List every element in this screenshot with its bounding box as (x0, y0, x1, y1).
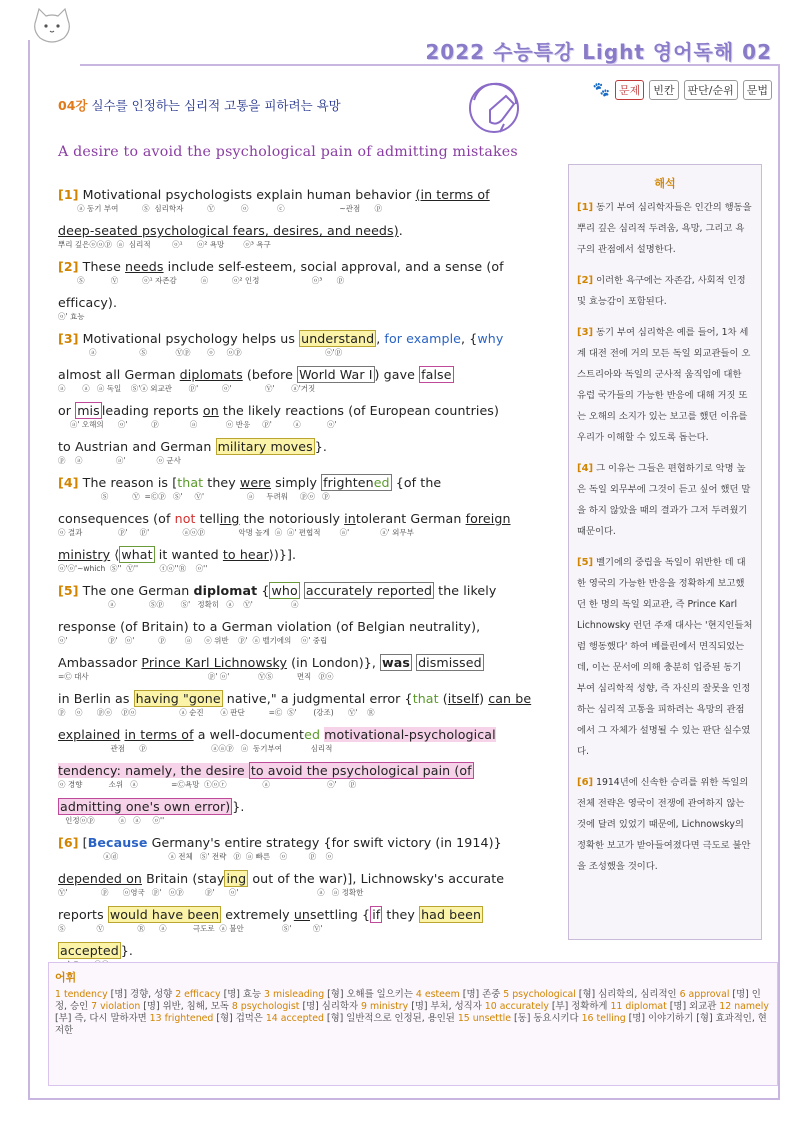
vocabulary-number: 13 (149, 1013, 165, 1024)
vocabulary-meaning: [명] 심리학자 (299, 1001, 362, 1012)
translation-paragraph (569, 458, 761, 542)
sentence-number: [4] (58, 475, 79, 490)
translation-number: [5] (577, 557, 594, 568)
vocabulary-item (503, 989, 679, 1000)
vocabulary-word: unsettle (472, 1013, 511, 1024)
translation-number: [2] (577, 275, 594, 286)
grammar-line: 관점 ⓟ ⓐⓐⓟ ⓐ 동기부여 심리적 (58, 744, 333, 753)
passage-title-kr (58, 96, 341, 114)
vocabulary-number: 5 (503, 989, 513, 1000)
header-title: 2022 수능특강 Light 영어독해 02 (425, 40, 772, 64)
grammar-line: ⓐ Ⓢ Ⓥⓟ ⓞ ⓞⓟ ⓞ'ⓟ (58, 348, 343, 357)
translation-number: [6] (577, 777, 594, 788)
vocabulary-item (610, 1001, 719, 1012)
translation-panel (568, 164, 762, 940)
text-line: [1] Motivational psychologists explain human behavior (in terms of (58, 187, 490, 202)
text-line: [3] Motivational psychology helps us understand , for example, {why (58, 331, 504, 346)
grammar-line: ⓟ ⓞ ⓟⓞ ⓟⓞ ⓐ 순진 ⓐ 판단 =Ⓒ Ⓢ' (강조) Ⓥ' Ⓡ (58, 708, 375, 717)
vocabulary-word: accepted (280, 1013, 324, 1024)
vocabulary-meaning: [명] 외교관 (666, 1001, 720, 1012)
vocabulary-word: telling (596, 1013, 626, 1024)
vocabulary-number: 9 (361, 1001, 370, 1012)
vocabulary-word: misleading (272, 989, 325, 1000)
vocabulary-item (485, 1001, 611, 1012)
vocabulary-number: 2 (175, 989, 185, 1000)
passage-number: 04강 (58, 98, 88, 113)
vocabulary-number: 16 (581, 1013, 597, 1024)
text-line: depended on Britain (stay ing out of the war)], Lichnowsky's accurate (58, 871, 505, 886)
page-border-left (28, 40, 30, 1100)
text-line: [4] The reason is [that they were simply frightened {of the (58, 475, 442, 490)
text-line: almost all German diplomats (before World War I ) gave false (58, 367, 452, 382)
sentence-number: [2] (58, 259, 79, 274)
grammar-line: Ⓥ' ⓟ ⓞ영국 ⓟ' ⓞⓟ ⓟ' ⓞ' ⓐ ⓐ 정확한 (58, 888, 364, 897)
vocabulary-item (264, 989, 416, 1000)
tab-bar (593, 80, 772, 100)
vocabulary-meaning: [명] 경향, 성향 (107, 989, 176, 1000)
vocabulary-item (232, 1001, 361, 1012)
grammar-line: 인정ⓞⓟ ⓐ ⓐ ⓞ'' (58, 816, 165, 825)
vocabulary-number: 10 (484, 1001, 500, 1012)
text-line: [6] [Because Germany's entire strategy {for swift victory (in 1914)} (58, 835, 502, 850)
translation-paragraph (569, 772, 761, 877)
vocabulary-word: ministry (369, 1001, 409, 1012)
vocabulary-number: 4 (415, 989, 425, 1000)
vocabulary-item (458, 1013, 582, 1024)
translation-title: 해석 (654, 177, 676, 190)
vocabulary-item (416, 989, 503, 1000)
cat-mascot-icon (30, 6, 74, 46)
vocabulary-word: accurately (499, 1001, 549, 1012)
vocabulary-meaning: [부] 정확하게 (548, 1001, 611, 1012)
sentence-number: [5] (58, 583, 79, 598)
vocabulary-panel (48, 962, 778, 1086)
grammar-line: ⓐ ⓐ ⓐ 독일 Ⓢ'ⓐ 외교관 ⓟ' ⓞ' Ⓥ' ⓐ'거짓 (58, 384, 316, 393)
vocabulary-number: 11 (610, 1001, 626, 1012)
grammar-line: ⓞ 경향 소위 ⓐ =Ⓒ욕망 ⓣⓞⓡ ⓐ ⓞ' ⓟ (58, 780, 357, 789)
translation-paragraph (569, 197, 761, 260)
vocabulary-number: 7 (91, 1001, 101, 1012)
translation-paragraph (569, 270, 761, 312)
vocabulary-item (266, 1013, 458, 1024)
vocabulary-word: frightened (164, 1013, 214, 1024)
grammar-line: ⓞ' 효능 (58, 312, 85, 321)
passage-body (58, 186, 563, 978)
translation-text: 그 이유는 그들은 편협하기로 악명 높은 독일 외무부에 그것이 듣고 싶어 했던 말을 하지 않았을 때의 결과가 그저 두려웠기 때문이다. (577, 463, 751, 537)
sentence-number: [6] (58, 835, 79, 850)
translation-number: [1] (577, 202, 594, 213)
passage-title-kr-text: 실수를 인정하는 심리적 고통을 피하려는 욕망 (91, 98, 341, 113)
sentence-number: [1] (58, 187, 79, 202)
vocabulary-number: 6 (679, 989, 689, 1000)
vocabulary-number: 1 (55, 989, 64, 1000)
grammar-line: Ⓢ Ⓥ Ⓡ ⓐ 극도로 ⓐ 불안 Ⓢ' Ⓥ' (58, 924, 323, 933)
tab-blank[interactable]: 빈칸 (649, 80, 678, 100)
text-line: response (of Britain) to a German violation (of Belgian neutrality), (58, 619, 481, 634)
grammar-line: ⓞ 결과 ⓟ' ⓟ' ⓐⓞⓟ 악명 높게 ⓐ ⓐ' 편협적 ⓐ' ⓐ' 외무부 (58, 528, 414, 537)
text-line: explained in terms of a well-documented motivational-psychological (58, 727, 496, 742)
translation-text: 이러한 욕구에는 자존감, 사회적 인정 및 효능감이 포함된다. (577, 275, 746, 307)
grammar-line: ⓐⓓ ⓐ 전체 Ⓢ' 전략 ⓟ ⓐ 빠른 ⓞ ⓟ ⓞ (58, 852, 334, 861)
paw-icon: 🐾 (592, 82, 610, 98)
grammar-line: Ⓢ Ⓥ ⓞ¹ 자존감 ⓐ ⓞ² 인정 ⓞ³ ⓟ (58, 276, 345, 285)
vocabulary-meaning: [형] 일반적으로 인정된, 용인된 (323, 1013, 458, 1024)
vocabulary-meaning: [명] 부처, 성직자 (408, 1001, 485, 1012)
vocabulary-meaning: [부] 즉, 다시 말하자면 (55, 1013, 150, 1024)
text-line: admitting one's own error) }. (60, 799, 245, 814)
tab-problem[interactable]: 문제 (615, 80, 644, 100)
vocabulary-item (91, 1001, 232, 1012)
vocabulary-word: efficacy (184, 989, 221, 1000)
translation-number: [4] (577, 463, 594, 474)
text-line: efficacy). (58, 295, 118, 310)
text-line: reports would have been extremely unsettling { if they had been (58, 907, 482, 922)
vocabulary-word: diplomat (625, 1001, 667, 1012)
text-line: or mis leading reports on the likely reactions (of European countries) (58, 403, 499, 418)
vocabulary-item (361, 1001, 485, 1012)
page-border-bottom (28, 1098, 778, 1100)
vocabulary-meaning: [명] 존중 (459, 989, 504, 1000)
translation-text: 1914년에 신속한 승리를 위한 독일의 전체 전략은 영국이 전쟁에 관여하지 않는 것에 달려 있었기 때문에, Lichnowsky의 정확한 보고가 받아들여졌다면 극도로 불안을 조성했을 것이다. (577, 777, 751, 872)
vocabulary-item (55, 989, 175, 1000)
vocabulary-meaning: [동] 동요시키다 (511, 1013, 582, 1024)
translation-text: 벨기에의 중립을 독일이 위반한 데 대한 영국의 가능한 반응을 정확하게 보고했던 한 명의 독일 외교관, 즉 Prince Karl Lichnowsky 런던 주재 대사는 '현지인들처럼 행동했다' 하여 베를린에서 면직되었는데, 이는 문서에 의해 충분히 입증된 동기 부여 심리학적 성향, 즉 자신의 잘못을 인정하는 심리적 고통을 피하려는 욕망의 관점에서 그 자체가 설명될 수 있는 판단 실수였다. (577, 557, 753, 757)
grammar-line: Ⓢ Ⓥ =Ⓒⓟ Ⓢ' Ⓥ' ⓐ 두려워 ⓟⓞ ⓟ (58, 492, 330, 501)
vocabulary-number: 8 (231, 1001, 241, 1012)
page-border-right (778, 66, 780, 1100)
vocabulary-word: approval (688, 989, 730, 1000)
vocabulary-meaning: [명] 인정, 승인 (55, 989, 761, 1012)
vocabulary-item (175, 989, 264, 1000)
text-line: consequences (of not telling the notoriously intolerant German foreign (58, 511, 511, 526)
vocabulary-word: tendency (63, 989, 108, 1000)
translation-text: 동기 부여 심리학은 예를 들어, 1차 세계 대전 전에 거의 모든 독일 외교관들이 오스트리아와 독일의 군사적 움직임에 대한 유럽 국가들의 가능한 반응에 대해 거짓 또는 오해의 소지가 있는 보고를 했던 이유를 우리가 이해할 수 있도록 돕는다. (577, 327, 751, 443)
vocabulary-meaning: [형] 겁먹은 (213, 1013, 266, 1024)
grammar-line: =Ⓒ 대사 ⓟ' ⓞ' ⓋⓈ 면직 ⓟⓞ (58, 672, 334, 681)
grammar-line: ⓟ ⓐ ⓐ' ⓞ 군사 (58, 456, 181, 465)
grammar-line: ⓐ 동기 부여 Ⓢ 심리학자 Ⓥ ⓞ ⓒ ~관점 ⓟ (58, 204, 382, 213)
text-line: [2] These needs include self-esteem, social approval, and a sense (of (58, 259, 504, 274)
vocabulary-word: esteem (424, 989, 460, 1000)
grammar-line: ⓞ' ⓟ' ⓞ' ⓟ ⓐ ⓞ 위반 ⓟ' ⓐ 벨기에의 ⓞ' 중립 (58, 636, 328, 645)
grammar-line: ⓐ' 오해의 ⓞ' ⓟ ⓐ ⓞ 반응 ⓟ' ⓐ ⓞ' (58, 420, 337, 429)
vocabulary-list (55, 989, 771, 1037)
text-line: [5] The one German diplomat { who accurately reported the likely (58, 583, 497, 598)
vocabulary-number: 14 (265, 1013, 281, 1024)
vocabulary-meaning: [형] 심리학의, 심리적인 (575, 989, 680, 1000)
tab-grammar[interactable]: 문법 (743, 80, 772, 100)
vocabulary-number: 15 (457, 1013, 473, 1024)
grammar-line: 뿌리 깊은ⓞⓞⓟ ⓐ 심리적 ⓞ¹ ⓞ² 욕망 ⓞ³ 욕구 (58, 240, 271, 249)
translation-list (569, 197, 761, 877)
translation-text: 동기 부여 심리학자들은 인간의 행동을 뿌리 깊은 심리적 두려움, 욕망, 그리고 욕구의 관점에서 설명한다. (577, 202, 752, 255)
vocabulary-item (150, 1013, 266, 1024)
vocabulary-meaning: [명] 이야기하기 [형] 효과적인, 현저한 (55, 1013, 767, 1036)
text-line: tendency: namely, the desire to avoid the psychological pain (of (58, 763, 472, 778)
vocabulary-meaning: [명] 효능 (220, 989, 265, 1000)
vocabulary-word: namely (734, 1001, 769, 1012)
vocabulary-meaning: [형] 오해를 일으키는 (324, 989, 416, 1000)
translation-paragraph (569, 322, 761, 448)
vocabulary-number: 12 (719, 1001, 735, 1012)
text-line: deep-seated psychological fears, desires, and needs). (58, 223, 403, 238)
vocabulary-meaning: [명] 위반, 침해, 모독 (140, 1001, 232, 1012)
vocabulary-title: 어휘 (55, 971, 77, 984)
text-line: in Berlin as having "gone native," a judgmental error {that (itself) can be (58, 691, 532, 706)
text-line: accepted }. (60, 943, 134, 958)
tab-judgement-order[interactable]: 판단/순위 (684, 80, 738, 100)
sentence-number: [3] (58, 331, 79, 346)
vocabulary-word: psychological (512, 989, 576, 1000)
text-line: Ambassador Prince Karl Lichnowsky (in London)}, was dismissed (58, 655, 482, 670)
vocabulary-word: violation (100, 1001, 141, 1012)
vocabulary-number: 3 (264, 989, 273, 1000)
text-line: to Austrian and German military moves }. (58, 439, 327, 454)
translation-paragraph (569, 552, 761, 762)
text-line: ministry ⟨ what it wanted to hear⟩)}]. (58, 547, 297, 562)
translation-number: [3] (577, 327, 594, 338)
grammar-line: ⓞ'ⓞ'~which Ⓢ'' Ⓥ'' ⓣⓞ''Ⓡ ⓞ'' (58, 564, 208, 573)
grammar-line: ⓐ Ⓢⓟ Ⓢ' 정확히 ⓐ Ⓥ' ⓐ (58, 600, 299, 609)
face-palm-illustration-icon (460, 74, 530, 144)
vocabulary-word: psychologist (240, 1001, 300, 1012)
passage-title-en: A desire to avoid the psychological pain of admitting mistakes (58, 144, 518, 160)
